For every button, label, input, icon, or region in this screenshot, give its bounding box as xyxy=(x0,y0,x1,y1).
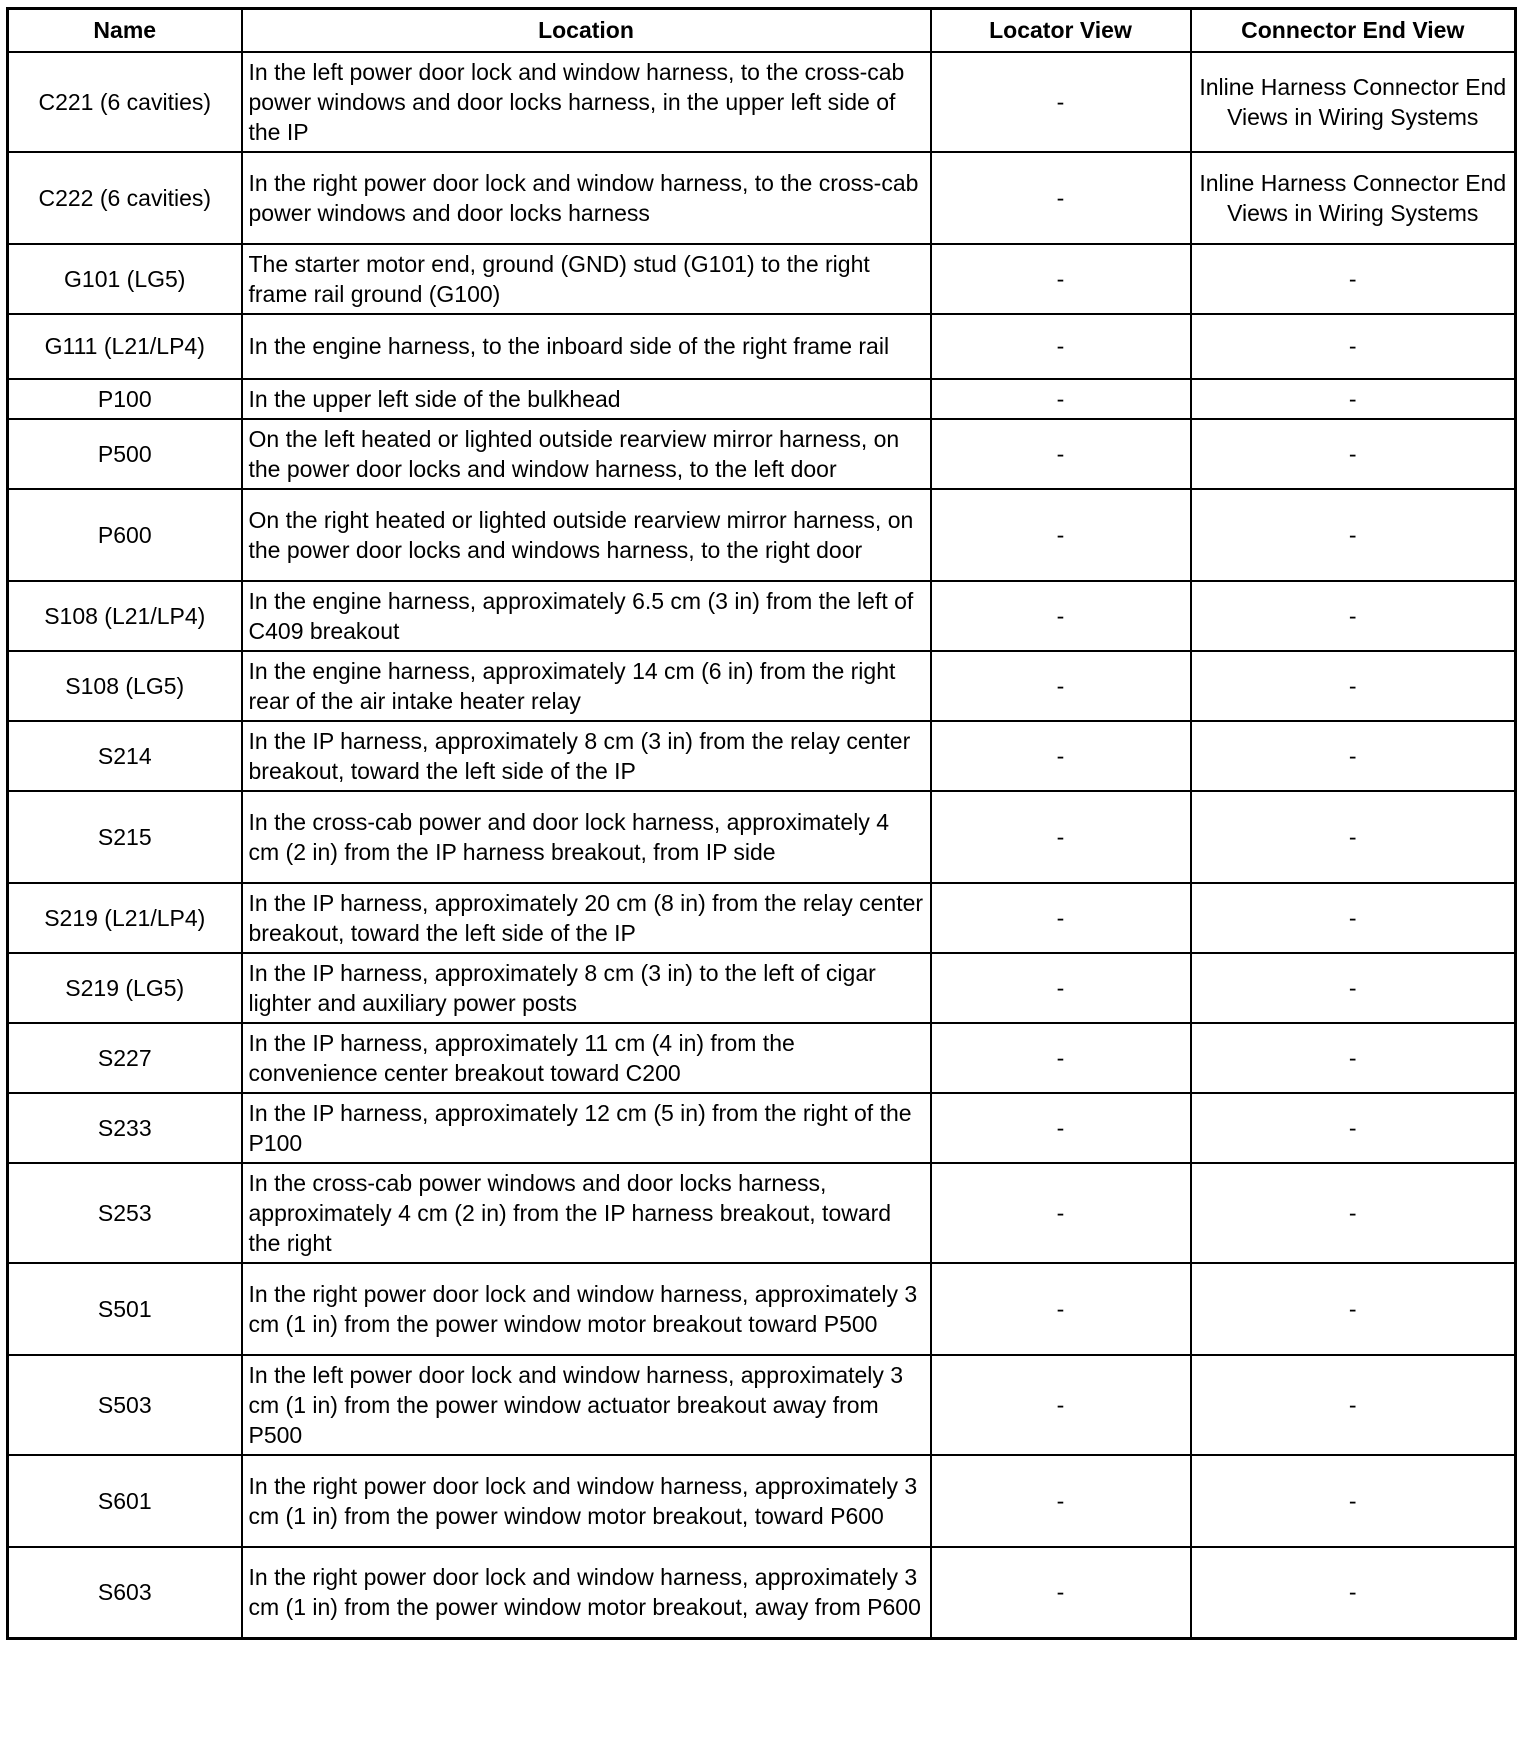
cell-connector-end-view: Inline Harness Connector End Views in Wiring Systems xyxy=(1191,52,1516,152)
table-row xyxy=(8,953,1516,1023)
cell-locator-view: - xyxy=(931,379,1191,419)
table-row xyxy=(8,883,1516,953)
header-locator-view: Locator View xyxy=(931,9,1191,52)
cell-locator-view: - xyxy=(931,1023,1191,1093)
cell-name: S503 xyxy=(8,1355,242,1455)
cell-location: In the IP harness, approximately 8 cm (3 in) from the relay center breakout, toward the left side of the IP xyxy=(242,721,931,791)
cell-connector-end-view: - xyxy=(1191,1023,1516,1093)
cell-location: In the IP harness, approximately 12 cm (5 in) from the right of the P100 xyxy=(242,1093,931,1163)
header-connector-end-view: Connector End View xyxy=(1191,9,1516,52)
cell-connector-end-view: - xyxy=(1191,379,1516,419)
cell-connector-end-view: - xyxy=(1191,953,1516,1023)
cell-name: S219 (L21/LP4) xyxy=(8,883,242,953)
cell-name: G111 (L21/LP4) xyxy=(8,314,242,379)
cell-locator-view: - xyxy=(931,314,1191,379)
cell-location: In the engine harness, to the inboard side of the right frame rail xyxy=(242,314,931,379)
cell-locator-view: - xyxy=(931,52,1191,152)
table-row xyxy=(8,721,1516,791)
cell-locator-view: - xyxy=(931,883,1191,953)
table-row xyxy=(8,581,1516,651)
cell-name: S108 (LG5) xyxy=(8,651,242,721)
cell-locator-view: - xyxy=(931,244,1191,314)
cell-locator-view: - xyxy=(931,581,1191,651)
table-row xyxy=(8,651,1516,721)
cell-connector-end-view: Inline Harness Connector End Views in Wiring Systems xyxy=(1191,152,1516,244)
table-row xyxy=(8,1263,1516,1355)
cell-location: In the left power door lock and window harness, to the cross-cab power windows and door locks harness, in the upper left side of the IP xyxy=(242,52,931,152)
cell-name: S108 (L21/LP4) xyxy=(8,581,242,651)
cell-name: P600 xyxy=(8,489,242,581)
table-row xyxy=(8,314,1516,379)
table-row xyxy=(8,1093,1516,1163)
cell-name: C221 (6 cavities) xyxy=(8,52,242,152)
cell-connector-end-view: - xyxy=(1191,651,1516,721)
cell-location: In the right power door lock and window harness, approximately 3 cm (1 in) from the power window motor breakout, toward P600 xyxy=(242,1455,931,1547)
cell-locator-view: - xyxy=(931,1455,1191,1547)
table-row xyxy=(8,1163,1516,1263)
cell-location: In the IP harness, approximately 20 cm (8 in) from the relay center breakout, toward the left side of the IP xyxy=(242,883,931,953)
cell-name: G101 (LG5) xyxy=(8,244,242,314)
cell-connector-end-view: - xyxy=(1191,244,1516,314)
cell-name: P500 xyxy=(8,419,242,489)
cell-connector-end-view: - xyxy=(1191,883,1516,953)
cell-name: S601 xyxy=(8,1455,242,1547)
cell-location: In the upper left side of the bulkhead xyxy=(242,379,931,419)
header-name: Name xyxy=(8,9,242,52)
cell-connector-end-view: - xyxy=(1191,581,1516,651)
table-row xyxy=(8,244,1516,314)
cell-name: S233 xyxy=(8,1093,242,1163)
cell-connector-end-view: - xyxy=(1191,1163,1516,1263)
cell-connector-end-view: - xyxy=(1191,1355,1516,1455)
cell-location: In the left power door lock and window harness, approximately 3 cm (1 in) from the power window actuator breakout away from P500 xyxy=(242,1355,931,1455)
cell-name: S219 (LG5) xyxy=(8,953,242,1023)
cell-connector-end-view: - xyxy=(1191,1455,1516,1547)
cell-locator-view: - xyxy=(931,152,1191,244)
cell-connector-end-view: - xyxy=(1191,489,1516,581)
cell-connector-end-view: - xyxy=(1191,1547,1516,1639)
cell-location: In the right power door lock and window harness, approximately 3 cm (1 in) from the power window motor breakout toward P500 xyxy=(242,1263,931,1355)
table-row xyxy=(8,1023,1516,1093)
cell-location: In the IP harness, approximately 11 cm (4 in) from the convenience center breakout toward C200 xyxy=(242,1023,931,1093)
cell-connector-end-view: - xyxy=(1191,419,1516,489)
table-row xyxy=(8,52,1516,152)
table-row xyxy=(8,152,1516,244)
table-row xyxy=(8,1547,1516,1639)
cell-name: S253 xyxy=(8,1163,242,1263)
cell-name: S215 xyxy=(8,791,242,883)
cell-location: In the IP harness, approximately 8 cm (3 in) to the left of cigar lighter and auxiliary power posts xyxy=(242,953,931,1023)
cell-location: On the left heated or lighted outside rearview mirror harness, on the power door locks and window harness, to the left door xyxy=(242,419,931,489)
cell-connector-end-view: - xyxy=(1191,1093,1516,1163)
cell-location: In the cross-cab power windows and door locks harness, approximately 4 cm (2 in) from the IP harness breakout, toward the right xyxy=(242,1163,931,1263)
cell-location: In the cross-cab power and door lock harness, approximately 4 cm (2 in) from the IP harness breakout, from IP side xyxy=(242,791,931,883)
cell-locator-view: - xyxy=(931,419,1191,489)
cell-name: S214 xyxy=(8,721,242,791)
cell-location: The starter motor end, ground (GND) stud (G101) to the right frame rail ground (G100) xyxy=(242,244,931,314)
cell-locator-view: - xyxy=(931,489,1191,581)
cell-name: S603 xyxy=(8,1547,242,1639)
cell-name: P100 xyxy=(8,379,242,419)
table-row xyxy=(8,489,1516,581)
cell-locator-view: - xyxy=(931,1547,1191,1639)
cell-connector-end-view: - xyxy=(1191,791,1516,883)
table-row xyxy=(8,379,1516,419)
cell-name: S501 xyxy=(8,1263,242,1355)
cell-locator-view: - xyxy=(931,1355,1191,1455)
cell-connector-end-view: - xyxy=(1191,314,1516,379)
cell-location: On the right heated or lighted outside rearview mirror harness, on the power door locks and windows harness, to the right door xyxy=(242,489,931,581)
cell-name: S227 xyxy=(8,1023,242,1093)
table-header-row xyxy=(8,9,1516,52)
cell-connector-end-view: - xyxy=(1191,721,1516,791)
cell-location: In the right power door lock and window harness, approximately 3 cm (1 in) from the power window motor breakout, away from P600 xyxy=(242,1547,931,1639)
cell-locator-view: - xyxy=(931,651,1191,721)
table-row xyxy=(8,1355,1516,1455)
cell-locator-view: - xyxy=(931,721,1191,791)
cell-name: C222 (6 cavities) xyxy=(8,152,242,244)
cell-locator-view: - xyxy=(931,791,1191,883)
table-row xyxy=(8,419,1516,489)
component-locator-table xyxy=(6,7,1517,1640)
cell-location: In the engine harness, approximately 14 cm (6 in) from the right rear of the air intake heater relay xyxy=(242,651,931,721)
table-row xyxy=(8,1455,1516,1547)
cell-locator-view: - xyxy=(931,1163,1191,1263)
cell-location: In the engine harness, approximately 6.5 cm (3 in) from the left of C409 breakout xyxy=(242,581,931,651)
header-location: Location xyxy=(242,9,931,52)
cell-locator-view: - xyxy=(931,1093,1191,1163)
cell-location: In the right power door lock and window harness, to the cross-cab power windows and door locks harness xyxy=(242,152,931,244)
cell-locator-view: - xyxy=(931,1263,1191,1355)
cell-connector-end-view: - xyxy=(1191,1263,1516,1355)
cell-locator-view: - xyxy=(931,953,1191,1023)
table-row xyxy=(8,791,1516,883)
